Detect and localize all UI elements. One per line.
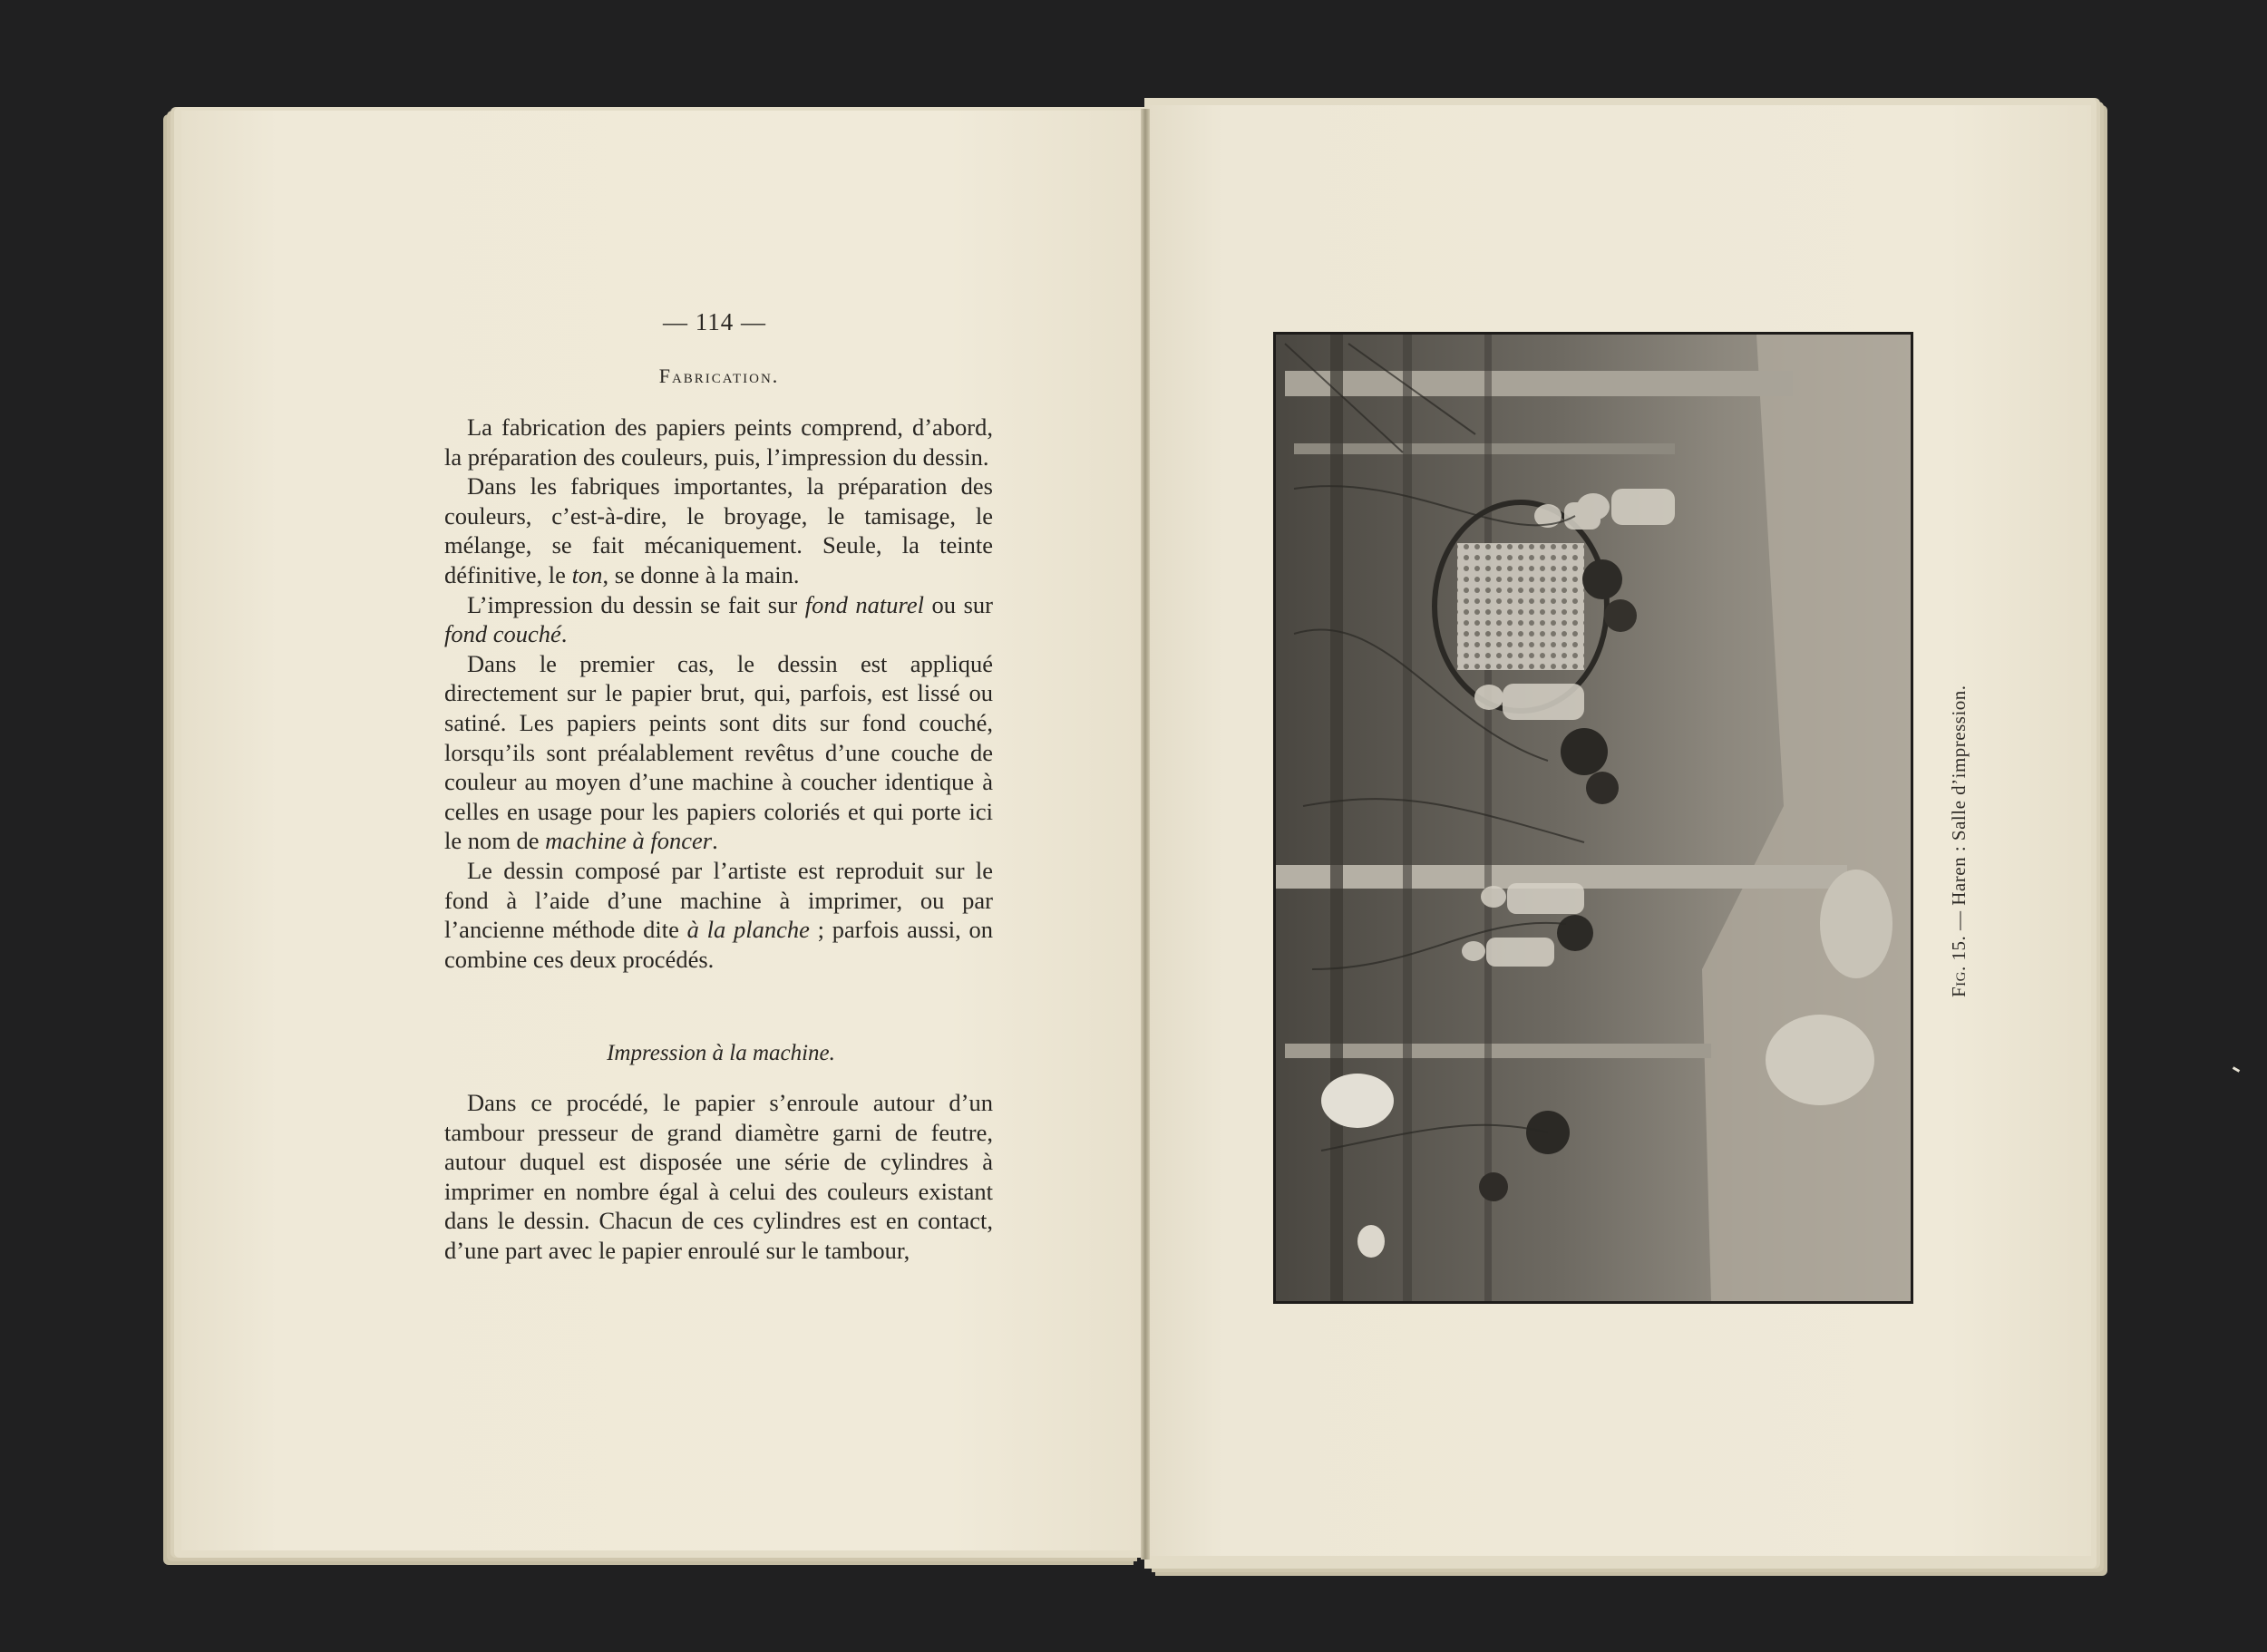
scan-speck (2233, 1066, 2240, 1073)
paragraph: Dans le premier cas, le dessin est appliqué directement sur le papier brut, qui, parfois, est lissé ou satiné. Les papiers peints sont dits sur fond couché, lorsqu’ils sont préalablement revêtus d’une couche de couleur au moyen d’une machine à coucher identique à celles en usage pour les papiers coloriés et qui porte ici le nom de machine à foncer. (444, 649, 993, 855)
book-gutter (1141, 109, 1150, 1560)
subsection-title: Impression à la machine. (607, 1041, 835, 1065)
section-title: Fabrication. (658, 364, 780, 387)
paragraph: Dans ce procédé, le papier s’enroule autour d’un tambour presseur de grand diamètre garni de feutre, autour duquel est disposée une série de cylindres à imprimer en nombre égal à celui des couleurs existant dans le dessin. Chacun de ces cylindres est en contact, d’une part avec le papier enroulé sur le tambour, (444, 1089, 993, 1264)
figure-caption: Fig. 15. — Haren : Salle d’impression. (1948, 685, 1970, 997)
body-text-block-1 (444, 413, 993, 974)
page-number: — 114 — (663, 308, 766, 335)
paragraph: Dans les fabriques importantes, la préparation des couleurs, c’est-à-dire, le broyage, le tamisage, le mélange, se fait mécaniquement. Seule, la teinte définitive, le ton, se donne à la main. (444, 472, 993, 588)
figure-photograph (1273, 332, 1913, 1304)
paragraph: La fabrication des papiers peints comprend, d’abord, la préparation des couleurs, puis, l’impression du dessin. (444, 413, 993, 471)
body-text-block-2 (444, 1088, 993, 1266)
paragraph: Le dessin composé par l’artiste est reproduit sur le fond à l’aide d’une machine à imprimer, ou par l’ancienne méthode dite à la planche ; parfois aussi, on combine ces deux procédés. (444, 856, 994, 973)
printing-room-photo (1276, 335, 1911, 1301)
paragraph: L’impression du dessin se fait sur fond naturel ou sur fond couché. (444, 590, 994, 648)
